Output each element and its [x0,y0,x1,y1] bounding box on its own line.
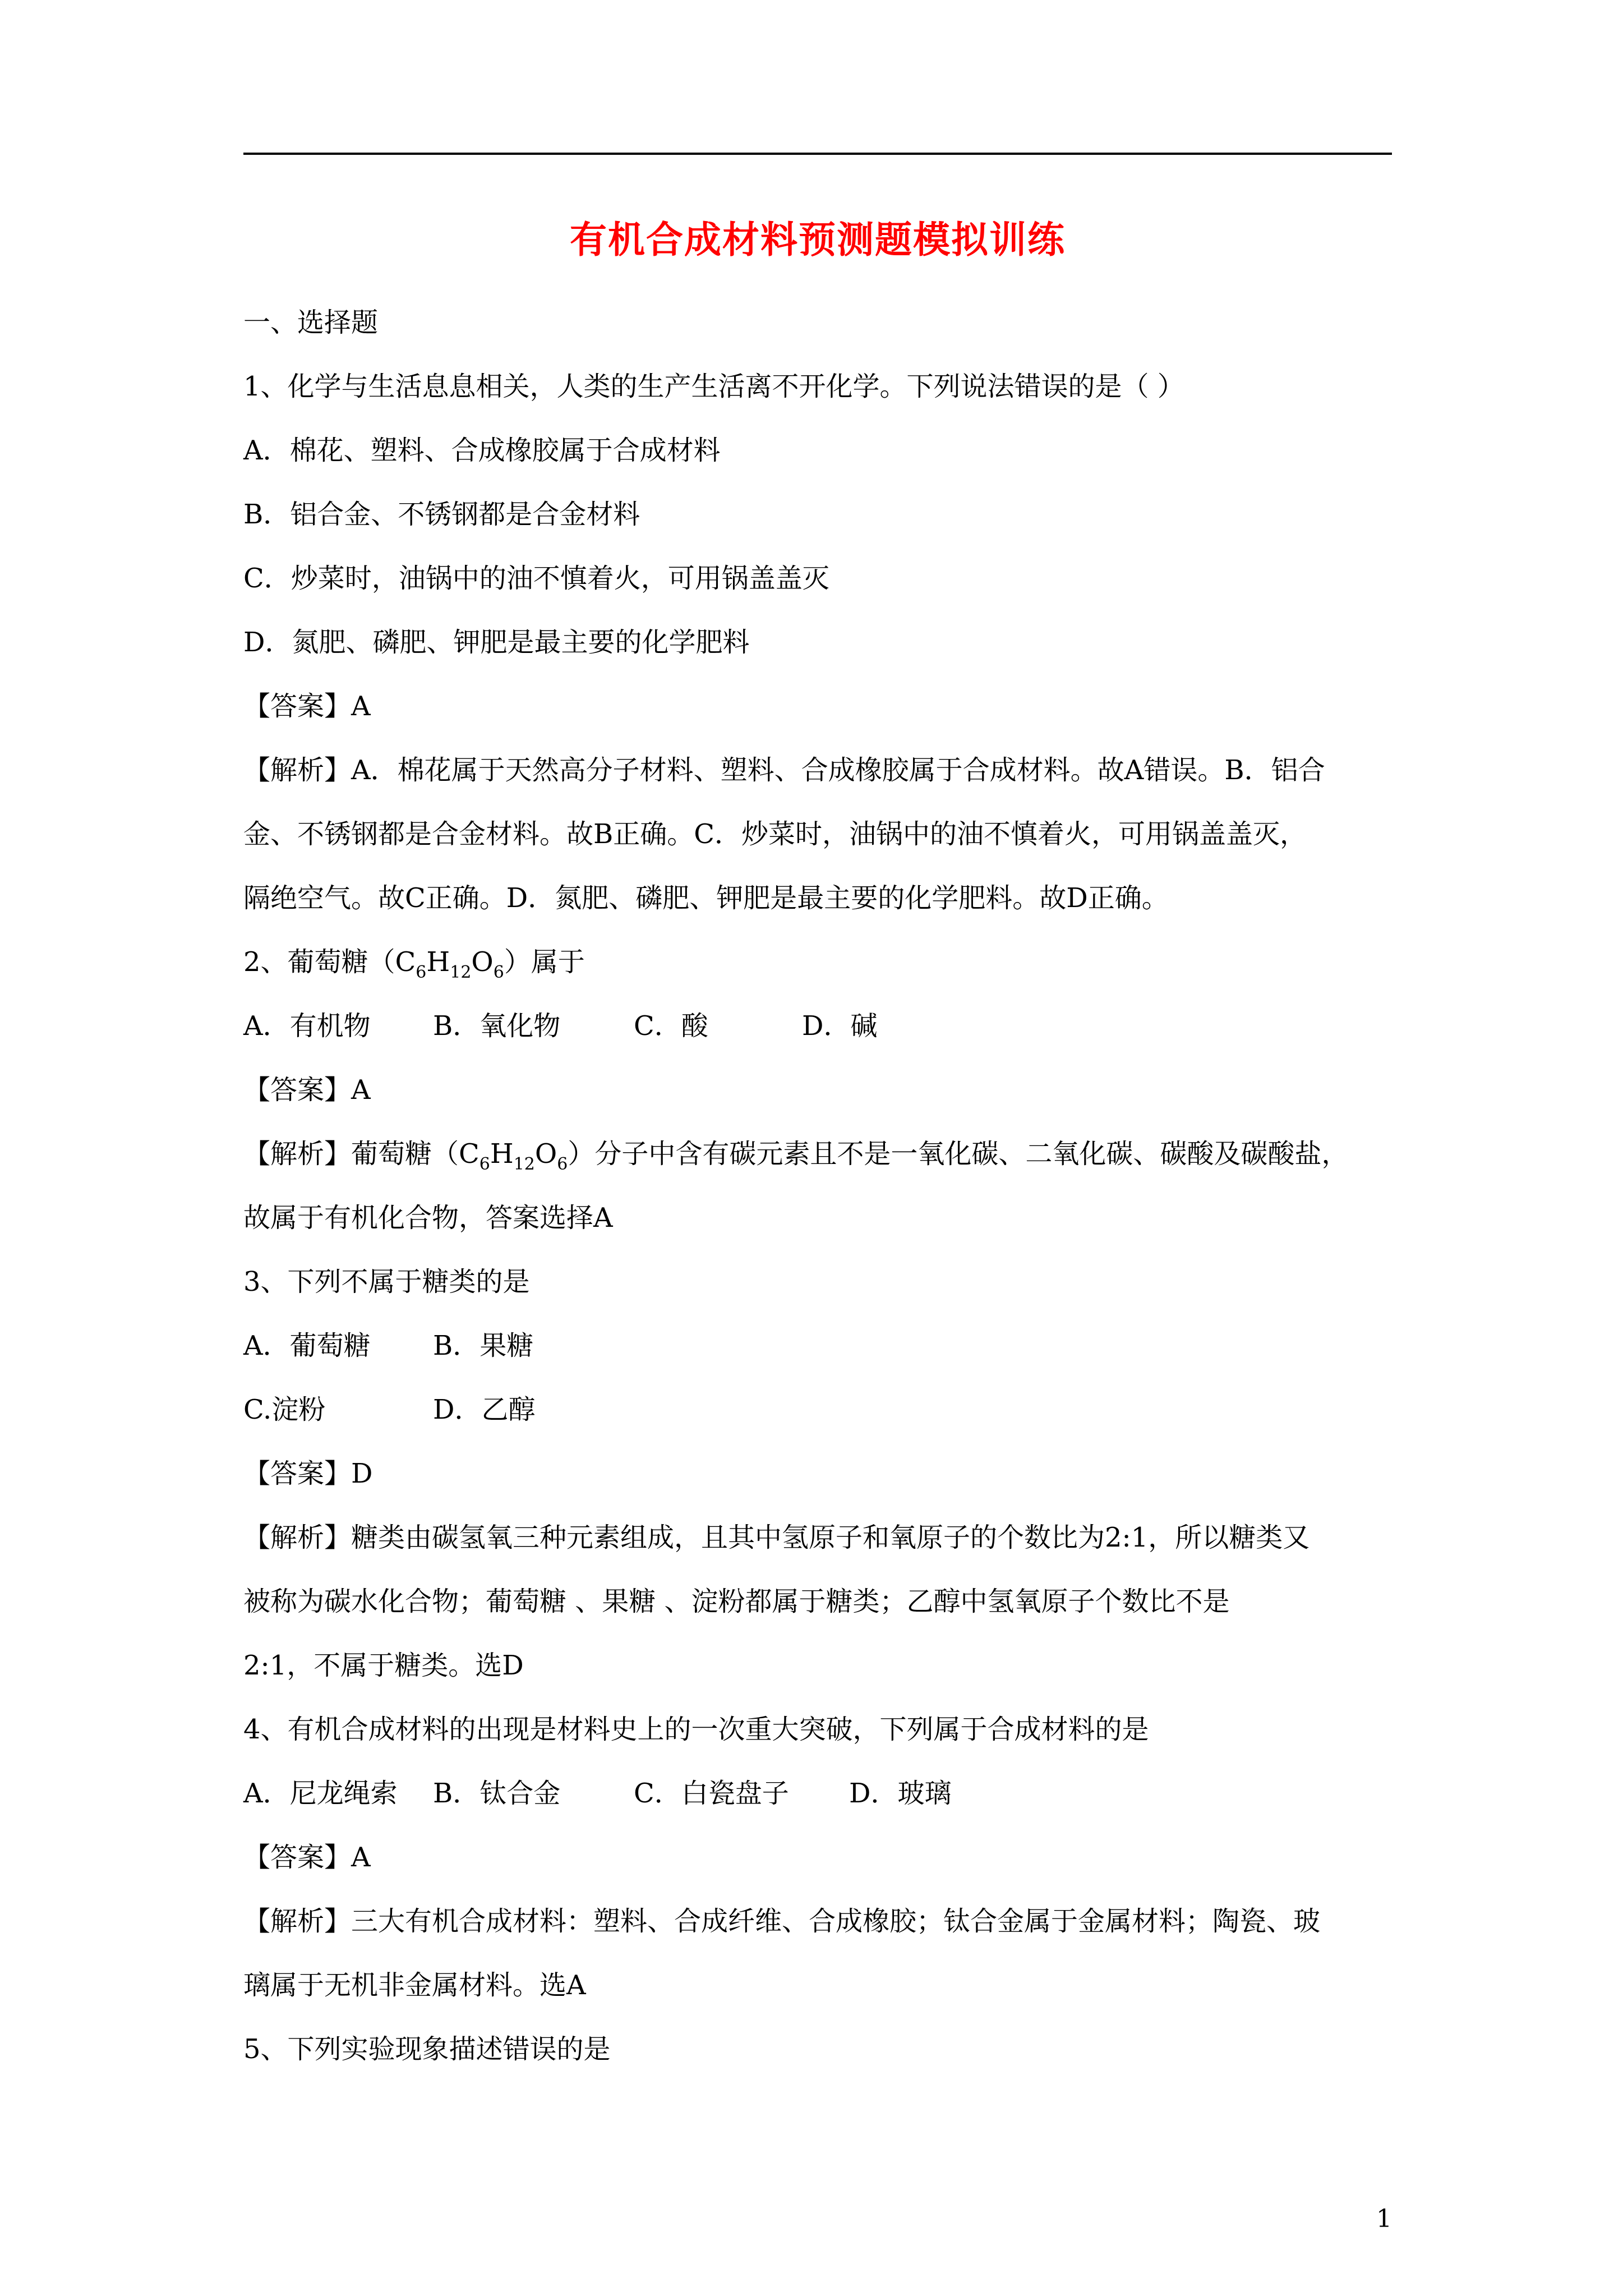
question-1-option-c: C．炒菜时，油锅中的油不慎着火，可用锅盖盖灭 [243,563,829,594]
question-3-answer: 【答案】D [243,1458,373,1489]
question-3-options-row-2 [243,1378,1399,1442]
question-1-stem: 1、化学与生活息息相关，人类的生产生活离不开化学。下列说法错误的是（ ） [243,371,1184,402]
question-2-option-a: A．有机物 [243,1010,371,1042]
formula-subscript-o: 6 [493,963,504,982]
question-2-analysis-suffix: ）分子中含有碳元素且不是一氧化碳、二氧化碳、碳酸及碳酸盐， [568,1138,1349,1170]
question-2-stem [243,930,1399,994]
question-2-option-b: B．氧化物 [433,1010,561,1042]
document-body [243,291,1399,2081]
question-3-option-d: D．乙醇 [433,1394,536,1425]
formula-subscript-h: 12 [450,963,472,982]
question-2-stem-prefix: 2、葡萄糖（C [243,946,416,978]
question-1-option-d: D．氮肥、磷肥、钾肥是最主要的化学肥料 [243,627,750,658]
question-1-answer: 【答案】A [243,691,371,722]
question-4-option-c: C．白瓷盘子 [634,1778,789,1809]
question-3-options-row-1 [243,1314,1399,1378]
question-1-analysis-line-1: 【解析】A．棉花属于天然高分子材料、塑料、合成橡胶属于合成材料。故A错误。B．铝合 [243,754,1325,786]
question-4-answer: 【答案】A [243,1842,371,1873]
formula-subscript-h: 12 [513,1154,535,1174]
question-3-analysis-line-2: 被称为碳水化合物；葡萄糖 、果糖 、淀粉都属于糖类；乙醇中氢氧原子个数比不是 [243,1586,1230,1617]
question-3-stem: 3、下列不属于糖类的是 [243,1266,530,1297]
question-3-analysis-line-1: 【解析】糖类由碳氢氧三种元素组成，且其中氢原子和氧原子的个数比为2:1，所以糖类又 [243,1522,1310,1553]
formula-element-o: O [534,1138,557,1170]
question-4-options [243,1761,1399,1825]
question-2-analysis-line-2: 故属于有机化合物，答案选择A [243,1202,613,1234]
question-1-analysis-line-3: 隔绝空气。故C正确。D．氮肥、磷肥、钾肥是最主要的化学肥料。故D正确。 [243,882,1169,914]
formula-element-o: O [471,946,494,978]
formula-subscript-c: 6 [416,963,427,982]
page-title: 有机合成材料预测题模拟训练 [570,218,1066,261]
formula-subscript-o: 6 [557,1154,568,1174]
question-1-option-b: B．铝合金、不锈钢都是合金材料 [243,499,640,530]
formula-subscript-c: 6 [479,1154,490,1174]
page-number: 1 [1376,2205,1392,2233]
question-3-option-c: C.淀粉 [243,1394,326,1425]
question-2-option-c: C．酸 [634,1010,708,1042]
question-4-analysis-line-1: 【解析】三大有机合成材料：塑料、合成纤维、合成橡胶；钛合金属于金属材料；陶瓷、玻 [243,1906,1321,1937]
question-5-stem: 5、下列实验现象描述错误的是 [243,2033,611,2065]
formula-element-h: H [490,1138,514,1170]
question-4-analysis-line-2: 璃属于无机非金属材料。选A [243,1970,586,2001]
formula-element-h: H [426,946,450,978]
header-rule [243,153,1392,155]
question-3-option-b: B．果糖 [433,1330,534,1361]
question-2-analysis-line-1 [243,1122,1399,1186]
section-heading: 一、选择题 [243,307,379,338]
question-2-option-d: D．碱 [802,1010,878,1042]
question-3-analysis-line-3: 2:1，不属于糖类。选D [243,1650,524,1681]
question-4-option-d: D．玻璃 [849,1778,952,1809]
question-2-analysis-prefix: 【解析】葡萄糖（C [243,1138,479,1170]
question-4-stem: 4、有机合成材料的出现是材料史上的一次重大突破，下列属于合成材料的是 [243,1714,1149,1745]
question-1-analysis-line-2: 金、不锈钢都是合金材料。故B正确。C．炒菜时，油锅中的油不慎着火，可用锅盖盖灭， [243,818,1307,850]
question-4-option-a: A．尼龙绳索 [243,1778,398,1809]
question-1-option-a: A．棉花、塑料、合成橡胶属于合成材料 [243,435,721,466]
question-2-answer: 【答案】A [243,1074,371,1106]
question-2-options [243,994,1399,1058]
question-2-stem-suffix: ）属于 [504,946,585,978]
question-3-option-a: A．葡萄糖 [243,1330,371,1361]
question-4-option-b: B．钛合金 [433,1778,561,1809]
